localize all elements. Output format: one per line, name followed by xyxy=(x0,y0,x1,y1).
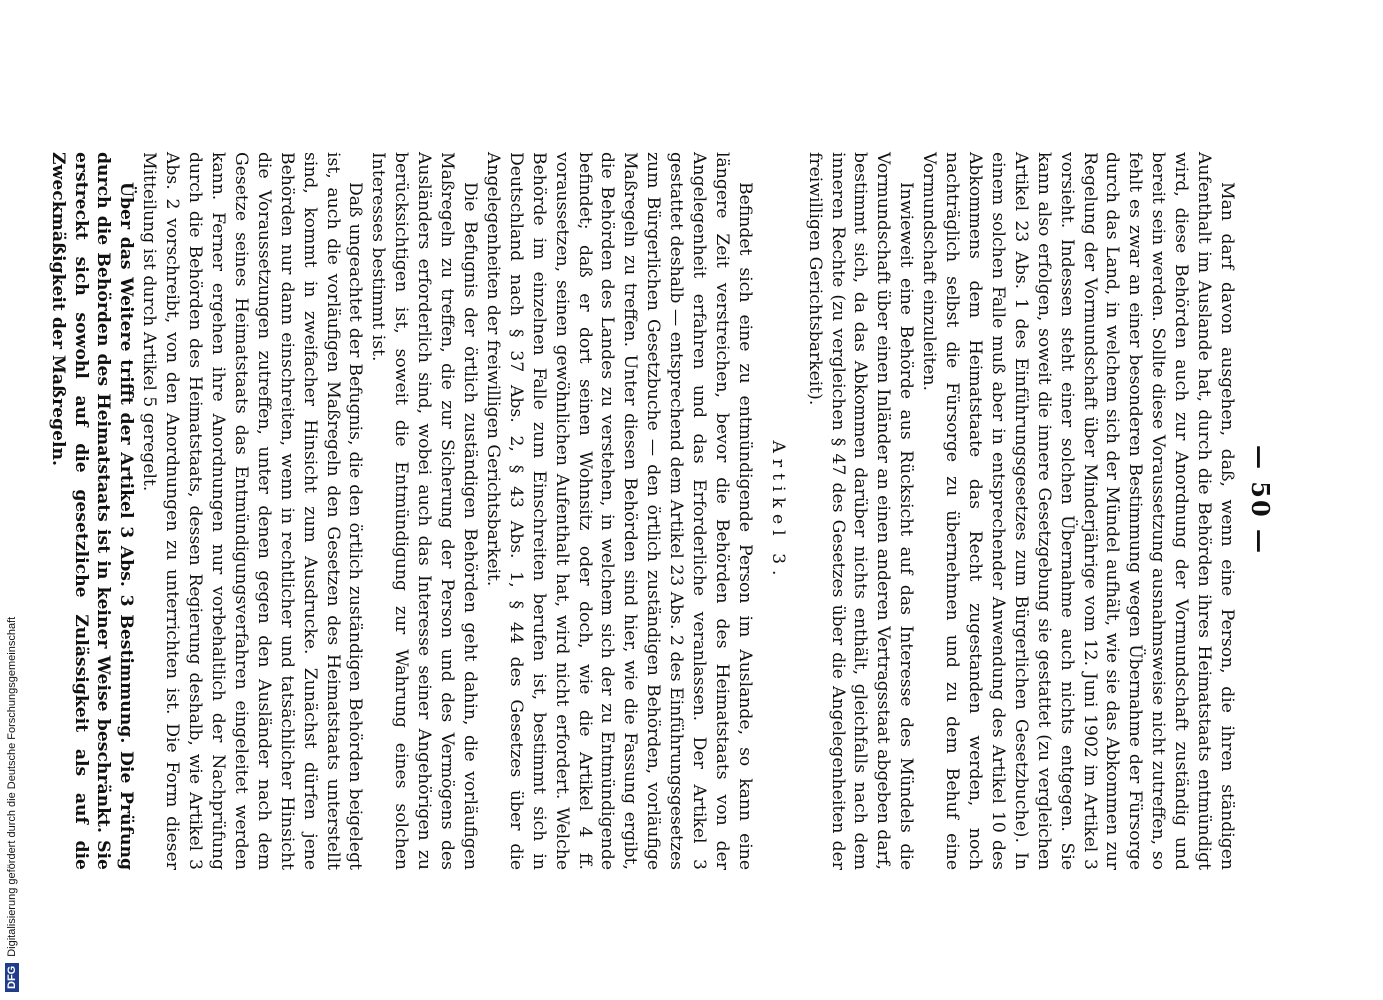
dfg-logo: DFG xyxy=(5,963,19,992)
page-number: — 50 — xyxy=(1246,444,1275,556)
paragraph-1: Man darf davon ausgehen, daß, wenn eine Person, die ihren ständigen Aufenthalt im Auslande hat, durch die Behörden ihres Heimatstaats entmündigt wird, diese Behörden auch zur Anordnung der Vormundschaft zuständig und bereit sein werden. Sollte diese Voraussetzung ausnahmsweise nicht zutreffen, so fehlt es zwar an einer besonderen Bestimmung wegen Übernahme der Fürsorge durch das Land, in welchem sich der Mündel aufhält, wie sie das Abkommen zur Regelung der Vormundschaft über Minderjährige vom 12. Juni 1902 im Artikel 3 vorsieht. Indessen steht einer solchen Übernahme auch nichts entgegen. Sie kann also erfolgen, soweit die innere Gesetzgebung sie gestattet (zu vergleichen Artikel 23 Abs. 1 des Einführungsgesetzes zum Bürgerlichen Gesetzbuche). In einem solchen Falle muß aber in entsprechender Anwendung des Artikel 10 des Abkommens dem Heimatstaate das Recht zugestanden werden, noch nachträglich selbst die Fürsorge zu übernehmen und zu dem Behuf eine Vormundschaft einzuleiten. xyxy=(919,152,1237,870)
paragraph-3: Befindet sich eine zu entmündigende Person im Auslande, so kann eine längere Zeit verstreichen, bevor die Behörden des Heimatstaats von der Angelegenheit erfahren und das Erforderliche veranlassen. Der Artikel 3 gestattet deshalb — entsprechend dem Artikel 23 Abs. 2 des Einführungsgesetzes zum Bürgerlichen Gesetzbuche — den örtlich zuständigen Behörden, vorläufige Maßregeln zu treffen. Unter diesen Behörden sind hier, wie die Fassung ergibt, die Behörden des Landes zu verstehen, in welchem sich der zu Entmündigende befindet; daß er dort seinen Wohnsitz oder doch, wie die Artikel 4 ff. voraussetzen, seinen gewöhnlichen Aufenthalt hat, wird nicht erfordert. Welche Behörde im einzelnen Falle zum Einschreiten berufen ist, bestimmt sich in Deutschland nach § 37 Abs. 2, § 43 Abs. 1, § 44 des Gesetzes über die Angelegenheiten der freiwilligen Gerichtsbarkeit. xyxy=(482,152,755,870)
paragraph-2: Inwieweit eine Behörde aus Rücksicht auf das Interesse des Mündels die Vormundschaft über einen Inländer an einen anderen Vertragsstaat abgeben darf, bestimmt sich, da das Abkommen darüber nichts enthält, gleichfalls nach dem inneren Rechte (zu vergleichen § 47 des Gesetzes über die Angelegenheiten der freiwilligen Gerichtsbarkeit). xyxy=(804,152,917,870)
section-heading: Artikel 3. xyxy=(767,440,788,582)
footer-band xyxy=(0,0,24,1000)
footer-credit: Digitalisierung gefördert durch die Deutsche Forschungsgemeinschaft xyxy=(6,616,18,957)
paragraph-5: Daß ungeachtet der Befugnis, die den örtlich zuständigen Behörden beigelegt ist, auch die vorläufigen Maßregeln den Gesetzen des Heimatstaats unterstellt sind, kommt in zweifacher Hinsicht zum Ausdrucke. Zunächst dürfen jene Behörden nur dann einschreiten, wenn in rechtlicher und tatsächlicher Hinsicht die Voraussetzungen zutreffen, unter denen gegen den Ausländer nach dem Gesetze seines Heimatstaats das Entmündigungsverfahren eingeleitet werden kann. Ferner ergehen ihre Anordnungen nur vorbehaltlich der Nachprüfung durch die Behörden des Heimatstaats, dessen Regierung deshalb, wie Artikel 3 Abs. 2 vorschreibt, von den Anordnungen zu unterrichten ist. Die Form dieser Mitteilung ist durch Artikel 5 geregelt. xyxy=(139,152,366,870)
paragraph-4: Die Befugnis der örtlich zuständigen Behörden geht dahin, die vorläufigen Maßregeln zu treffen, die zur Sicherung der Person und des Vermögens des Ausländers erforderlich sind, wobei auch das Interesse seiner Angehörigen zu berücksichtigen ist, soweit die Entmündigung zur Wahrung eines solchen Interesses bestimmt ist. xyxy=(368,152,480,870)
paragraph-6: Über das Weitere trifft der Artikel 3 Abs. 3 Bestimmung. Die Prüfung durch die Behörden des Heimatstaats ist in keiner Weise beschränkt. Sie erstreckt sich sowohl auf die gesetzliche Zulässigkeit als auf die Zweckmäßigkeit der Maßregeln. xyxy=(47,152,137,870)
document-body xyxy=(46,152,1238,870)
